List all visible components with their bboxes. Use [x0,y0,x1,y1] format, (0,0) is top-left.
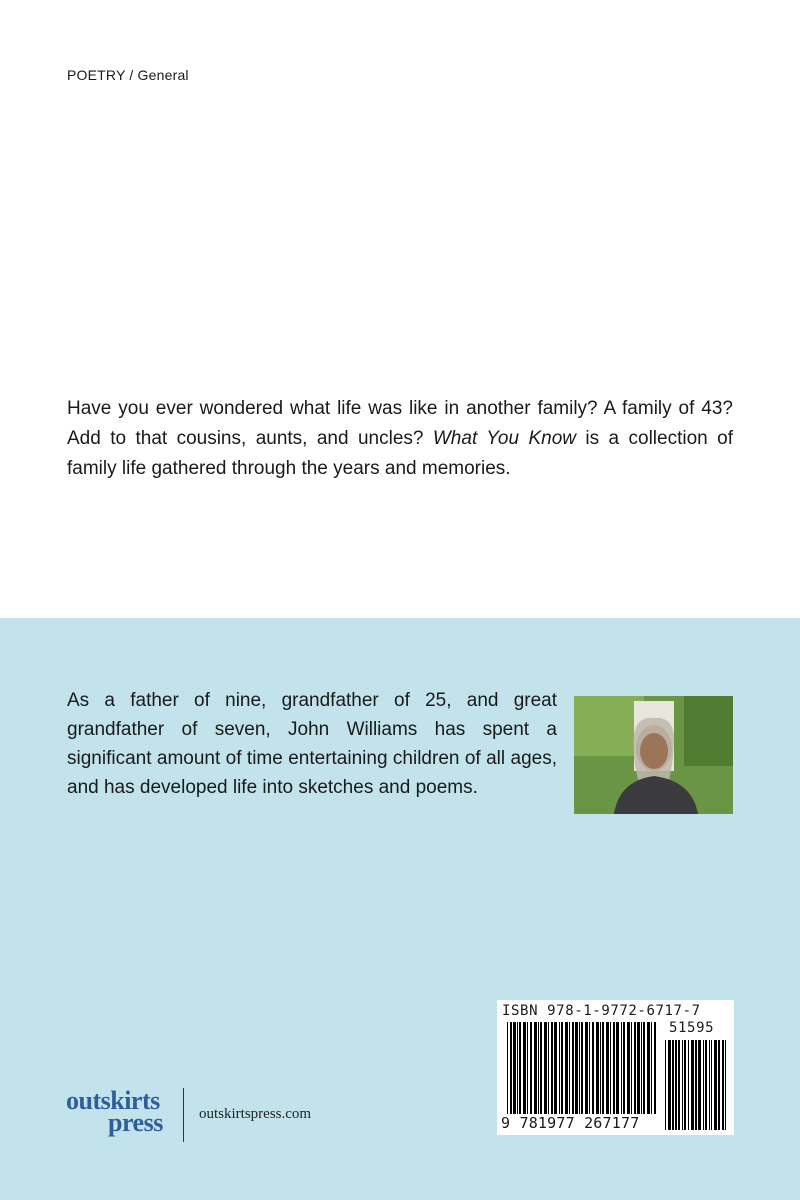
book-blurb [67,394,733,484]
logo-outskirts-text: outskirts [66,1086,160,1115]
ean-digits: 9 781977 267177 [501,1114,640,1132]
publisher-website: outskirtspress.com [199,1106,312,1122]
book-title: What You Know [432,428,576,449]
blurb-text-end: is a collection of family life gathered through the years and memories. [67,428,733,479]
logo-press-text: press [108,1108,163,1137]
isbn-label: ISBN 978-1-9772-6717-7 [502,1003,701,1019]
isbn-barcode [497,1000,734,1135]
price-code: 51595 [669,1020,715,1036]
category-label: POETRY / General [67,67,189,83]
blurb-text-start: Have you ever wondered what life was like in another family? A family of 43? Add to that cousins, aunts, and uncles? [67,398,733,449]
publisher-logo [66,1088,163,1136]
author-bio: As a father of nine, grandfather of 25, and great grandfather of seven, John Williams has spent a significant amount of time entertaining children of all ages, and has developed life into sketches and poems. [67,690,557,798]
logo-divider [183,1088,184,1142]
author-photo [574,696,733,814]
